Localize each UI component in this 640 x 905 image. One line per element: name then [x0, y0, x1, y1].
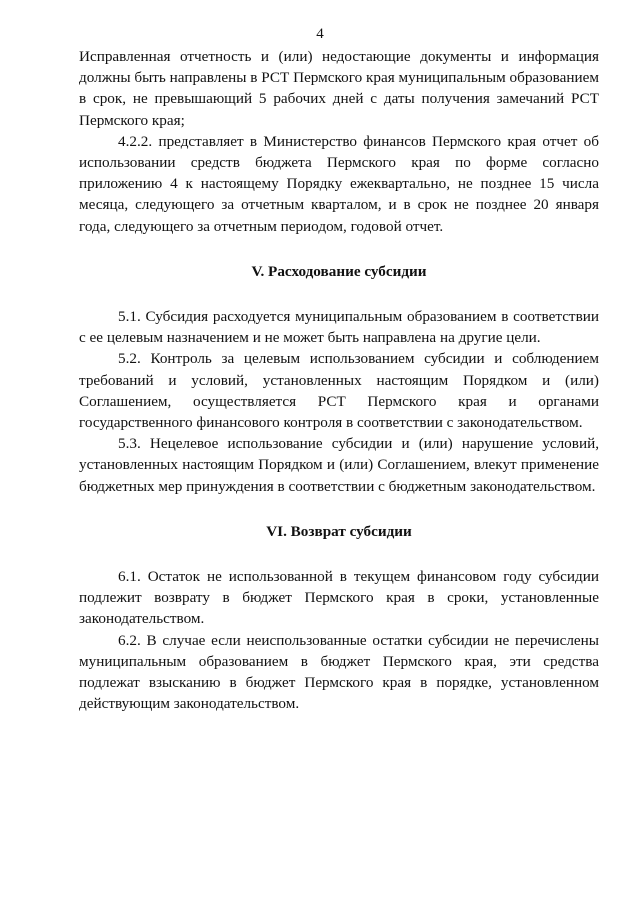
paragraph-intro: Исправленная отчетность и (или) недостающие документы и информация должны быть направлены в РСТ Пермского края муниципальным образованием в срок, не превышающий 5 рабочих дней с даты получения замечаний РСТ Пермского края;	[79, 48, 599, 129]
section-heading-vi: VI. Возврат субсидии	[266, 522, 412, 540]
paragraph-5-1: 5.1. Субсидия расходуется муниципальным образованием в соответствии с ее целевым назначением и не может быть направлена на другие цели.	[79, 308, 599, 347]
paragraph-6-2: 6.2. В случае если неиспользованные остатки субсидии не перечислены муниципальным образованием в бюджет Пермского края, эти средства подлежат взысканию в бюджет Пермского края в порядке, установленном действующим законодательством.	[79, 631, 599, 713]
paragraph-4-2-2: 4.2.2. представляет в Министерство финансов Пермского края отчет об использовании средств бюджета Пермского края по форме согласно приложению 4 к настоящему Порядку ежеквартально, не позднее 15 числа месяца, следующего за отчетным кварталом, и в срок не позднее 20 января года, следующего за отчетным периодом, годовой отчет.	[79, 132, 599, 235]
document-body	[79, 46, 599, 714]
paragraph-5-2: 5.2. Контроль за целевым использованием субсидии и соблюдением требований и условий, установленных настоящим Порядком и (или) Соглашением, осуществляется РСТ Пермского края и органами государственного финансового контроля в соответствии с законодательством.	[79, 350, 599, 432]
paragraph-6-1: 6.1. Остаток не использованной в текущем финансовом году субсидии подлежит возврату в бюджет Пермского края в сроки, установленные законодательством.	[79, 568, 599, 628]
paragraph-5-3: 5.3. Нецелевое использование субсидии и (или) нарушение условий, установленных настоящим Порядком и (или) Соглашением, влекут применение бюджетных мер принуждения в соответствии с бюджетным законодательством.	[79, 435, 599, 495]
page-number: 4	[316, 26, 324, 42]
section-heading-v: V. Расходование субсидии	[251, 262, 427, 280]
